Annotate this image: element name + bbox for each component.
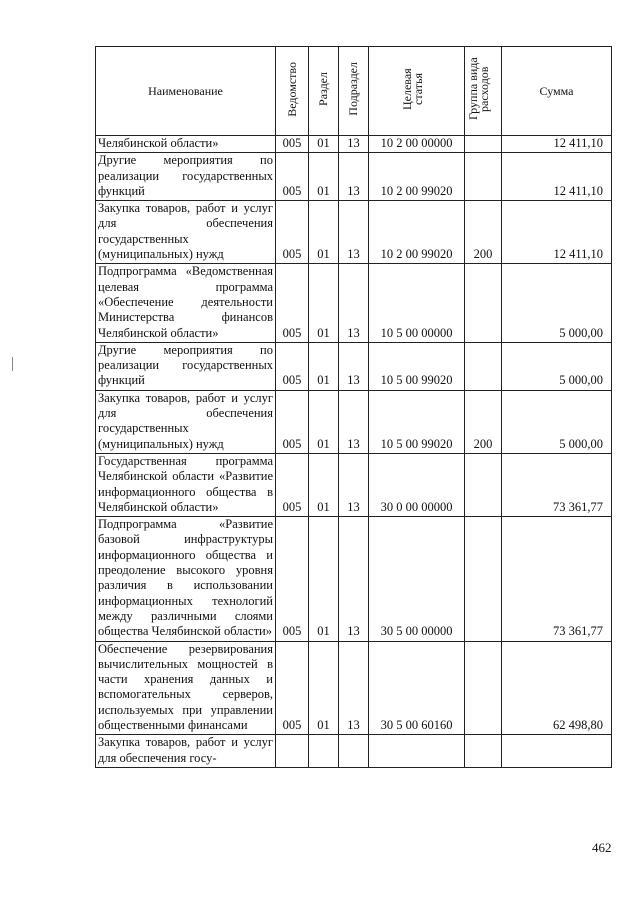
cell-sum: 12 411,10 bbox=[502, 153, 612, 201]
cell-sum: 62 498,80 bbox=[502, 641, 612, 735]
table-row bbox=[96, 641, 612, 735]
cell-vedomstvo: 005 bbox=[276, 264, 309, 342]
header-target bbox=[369, 47, 465, 136]
cell-target: 10 5 00 99020 bbox=[369, 342, 465, 390]
cell-name: Другие мероприятия по реализации государственных функций bbox=[96, 153, 276, 201]
table-row bbox=[96, 390, 612, 453]
budget-table bbox=[95, 46, 612, 768]
cell-name: Закупка товаров, работ и услуг для обеспечения государственных (муниципальных) нужд bbox=[96, 201, 276, 264]
cell-sum: 5 000,00 bbox=[502, 264, 612, 342]
header-razdel bbox=[309, 47, 339, 136]
cell-vedomstvo: 005 bbox=[276, 390, 309, 453]
cell-sum: 5 000,00 bbox=[502, 342, 612, 390]
table-row bbox=[96, 201, 612, 264]
cell-target: 30 0 00 00000 bbox=[369, 453, 465, 516]
cell-group: 200 bbox=[465, 201, 502, 264]
cell-podrazdel bbox=[339, 735, 369, 768]
header-vedomstvo bbox=[276, 47, 309, 136]
header-razdel-label: Раздел bbox=[316, 72, 330, 106]
cell-target bbox=[369, 735, 465, 768]
cell-podrazdel: 13 bbox=[339, 201, 369, 264]
cell-podrazdel: 13 bbox=[339, 264, 369, 342]
cell-podrazdel: 13 bbox=[339, 453, 369, 516]
cell-vedomstvo bbox=[276, 735, 309, 768]
cell-vedomstvo: 005 bbox=[276, 342, 309, 390]
table-row bbox=[96, 342, 612, 390]
cell-razdel bbox=[309, 735, 339, 768]
cell-name: Закупка товаров, работ и услуг для обеспечения госу- bbox=[96, 735, 276, 768]
cell-group bbox=[465, 153, 502, 201]
table-row bbox=[96, 153, 612, 201]
header-group-label: Группа вида расходов bbox=[466, 57, 491, 121]
cell-target: 10 5 00 00000 bbox=[369, 264, 465, 342]
cell-vedomstvo: 005 bbox=[276, 136, 309, 153]
header-group bbox=[465, 47, 502, 136]
cell-name: Закупка товаров, работ и услуг для обеспечения государственных (муниципальных) нужд bbox=[96, 390, 276, 453]
cell-podrazdel: 13 bbox=[339, 342, 369, 390]
cell-group bbox=[465, 136, 502, 153]
table-row bbox=[96, 517, 612, 641]
header-vedomstvo-label: Ведомство bbox=[284, 61, 299, 117]
cell-sum: 73 361,77 bbox=[502, 453, 612, 516]
margin-mark bbox=[12, 357, 13, 371]
cell-vedomstvo: 005 bbox=[276, 641, 309, 735]
cell-razdel: 01 bbox=[309, 342, 339, 390]
cell-target: 10 5 00 99020 bbox=[369, 390, 465, 453]
cell-name: Другие мероприятия по реализации государственных функций bbox=[96, 342, 276, 390]
table-row bbox=[96, 453, 612, 516]
cell-target: 30 5 00 60160 bbox=[369, 641, 465, 735]
table-row bbox=[96, 735, 612, 768]
cell-razdel: 01 bbox=[309, 264, 339, 342]
cell-group bbox=[465, 264, 502, 342]
cell-group bbox=[465, 342, 502, 390]
cell-razdel: 01 bbox=[309, 136, 339, 153]
cell-sum: 5 000,00 bbox=[502, 390, 612, 453]
cell-podrazdel: 13 bbox=[339, 390, 369, 453]
header-podrazdel-label: Подраздел bbox=[346, 62, 360, 116]
cell-target: 10 2 00 00000 bbox=[369, 136, 465, 153]
page-number: 462 bbox=[592, 840, 612, 855]
cell-razdel: 01 bbox=[309, 517, 339, 641]
cell-group bbox=[465, 735, 502, 768]
cell-name: Обеспечение резервирования вычислительных мощностей в части хранения данных и вспомогательных серверов, используемых при управлении общественными финансами bbox=[96, 641, 276, 735]
cell-group bbox=[465, 517, 502, 641]
cell-vedomstvo: 005 bbox=[276, 153, 309, 201]
cell-razdel: 01 bbox=[309, 641, 339, 735]
header-name: Наименование bbox=[96, 47, 276, 136]
cell-podrazdel: 13 bbox=[339, 641, 369, 735]
cell-razdel: 01 bbox=[309, 390, 339, 453]
cell-target: 10 2 00 99020 bbox=[369, 153, 465, 201]
cell-vedomstvo: 005 bbox=[276, 453, 309, 516]
cell-podrazdel: 13 bbox=[339, 517, 369, 641]
cell-sum bbox=[502, 735, 612, 768]
cell-name: Подпрограмма «Ведомственная целевая программа «Обеспечение деятельности Министерства финансов Челябинской области» bbox=[96, 264, 276, 342]
table-row bbox=[96, 136, 612, 153]
cell-razdel: 01 bbox=[309, 201, 339, 264]
table-body bbox=[96, 136, 612, 768]
cell-vedomstvo: 005 bbox=[276, 201, 309, 264]
cell-name: Челябинской области» bbox=[96, 136, 276, 153]
cell-podrazdel: 13 bbox=[339, 153, 369, 201]
cell-sum: 12 411,10 bbox=[502, 201, 612, 264]
cell-target: 30 5 00 00000 bbox=[369, 517, 465, 641]
cell-name: Государственная программа Челябинской области «Развитие информационного общества в Челябинской области» bbox=[96, 453, 276, 516]
cell-razdel: 01 bbox=[309, 153, 339, 201]
cell-group bbox=[465, 641, 502, 735]
cell-group bbox=[465, 453, 502, 516]
cell-razdel: 01 bbox=[309, 453, 339, 516]
header-podrazdel bbox=[339, 47, 369, 136]
cell-target: 10 2 00 99020 bbox=[369, 201, 465, 264]
cell-sum: 73 361,77 bbox=[502, 517, 612, 641]
cell-vedomstvo: 005 bbox=[276, 517, 309, 641]
cell-group: 200 bbox=[465, 390, 502, 453]
table-header-row bbox=[96, 47, 612, 136]
header-target-label: Целевая статья bbox=[399, 68, 425, 110]
table-row bbox=[96, 264, 612, 342]
cell-sum: 12 411,10 bbox=[502, 136, 612, 153]
cell-name: Подпрограмма «Развитие базовой инфраструктуры информационного общества и преодоление высокого уровня различия в использовании информационных технологий между различными слоями общества Челябинской области» bbox=[96, 517, 276, 641]
header-sum: Сумма bbox=[502, 47, 612, 136]
cell-podrazdel: 13 bbox=[339, 136, 369, 153]
